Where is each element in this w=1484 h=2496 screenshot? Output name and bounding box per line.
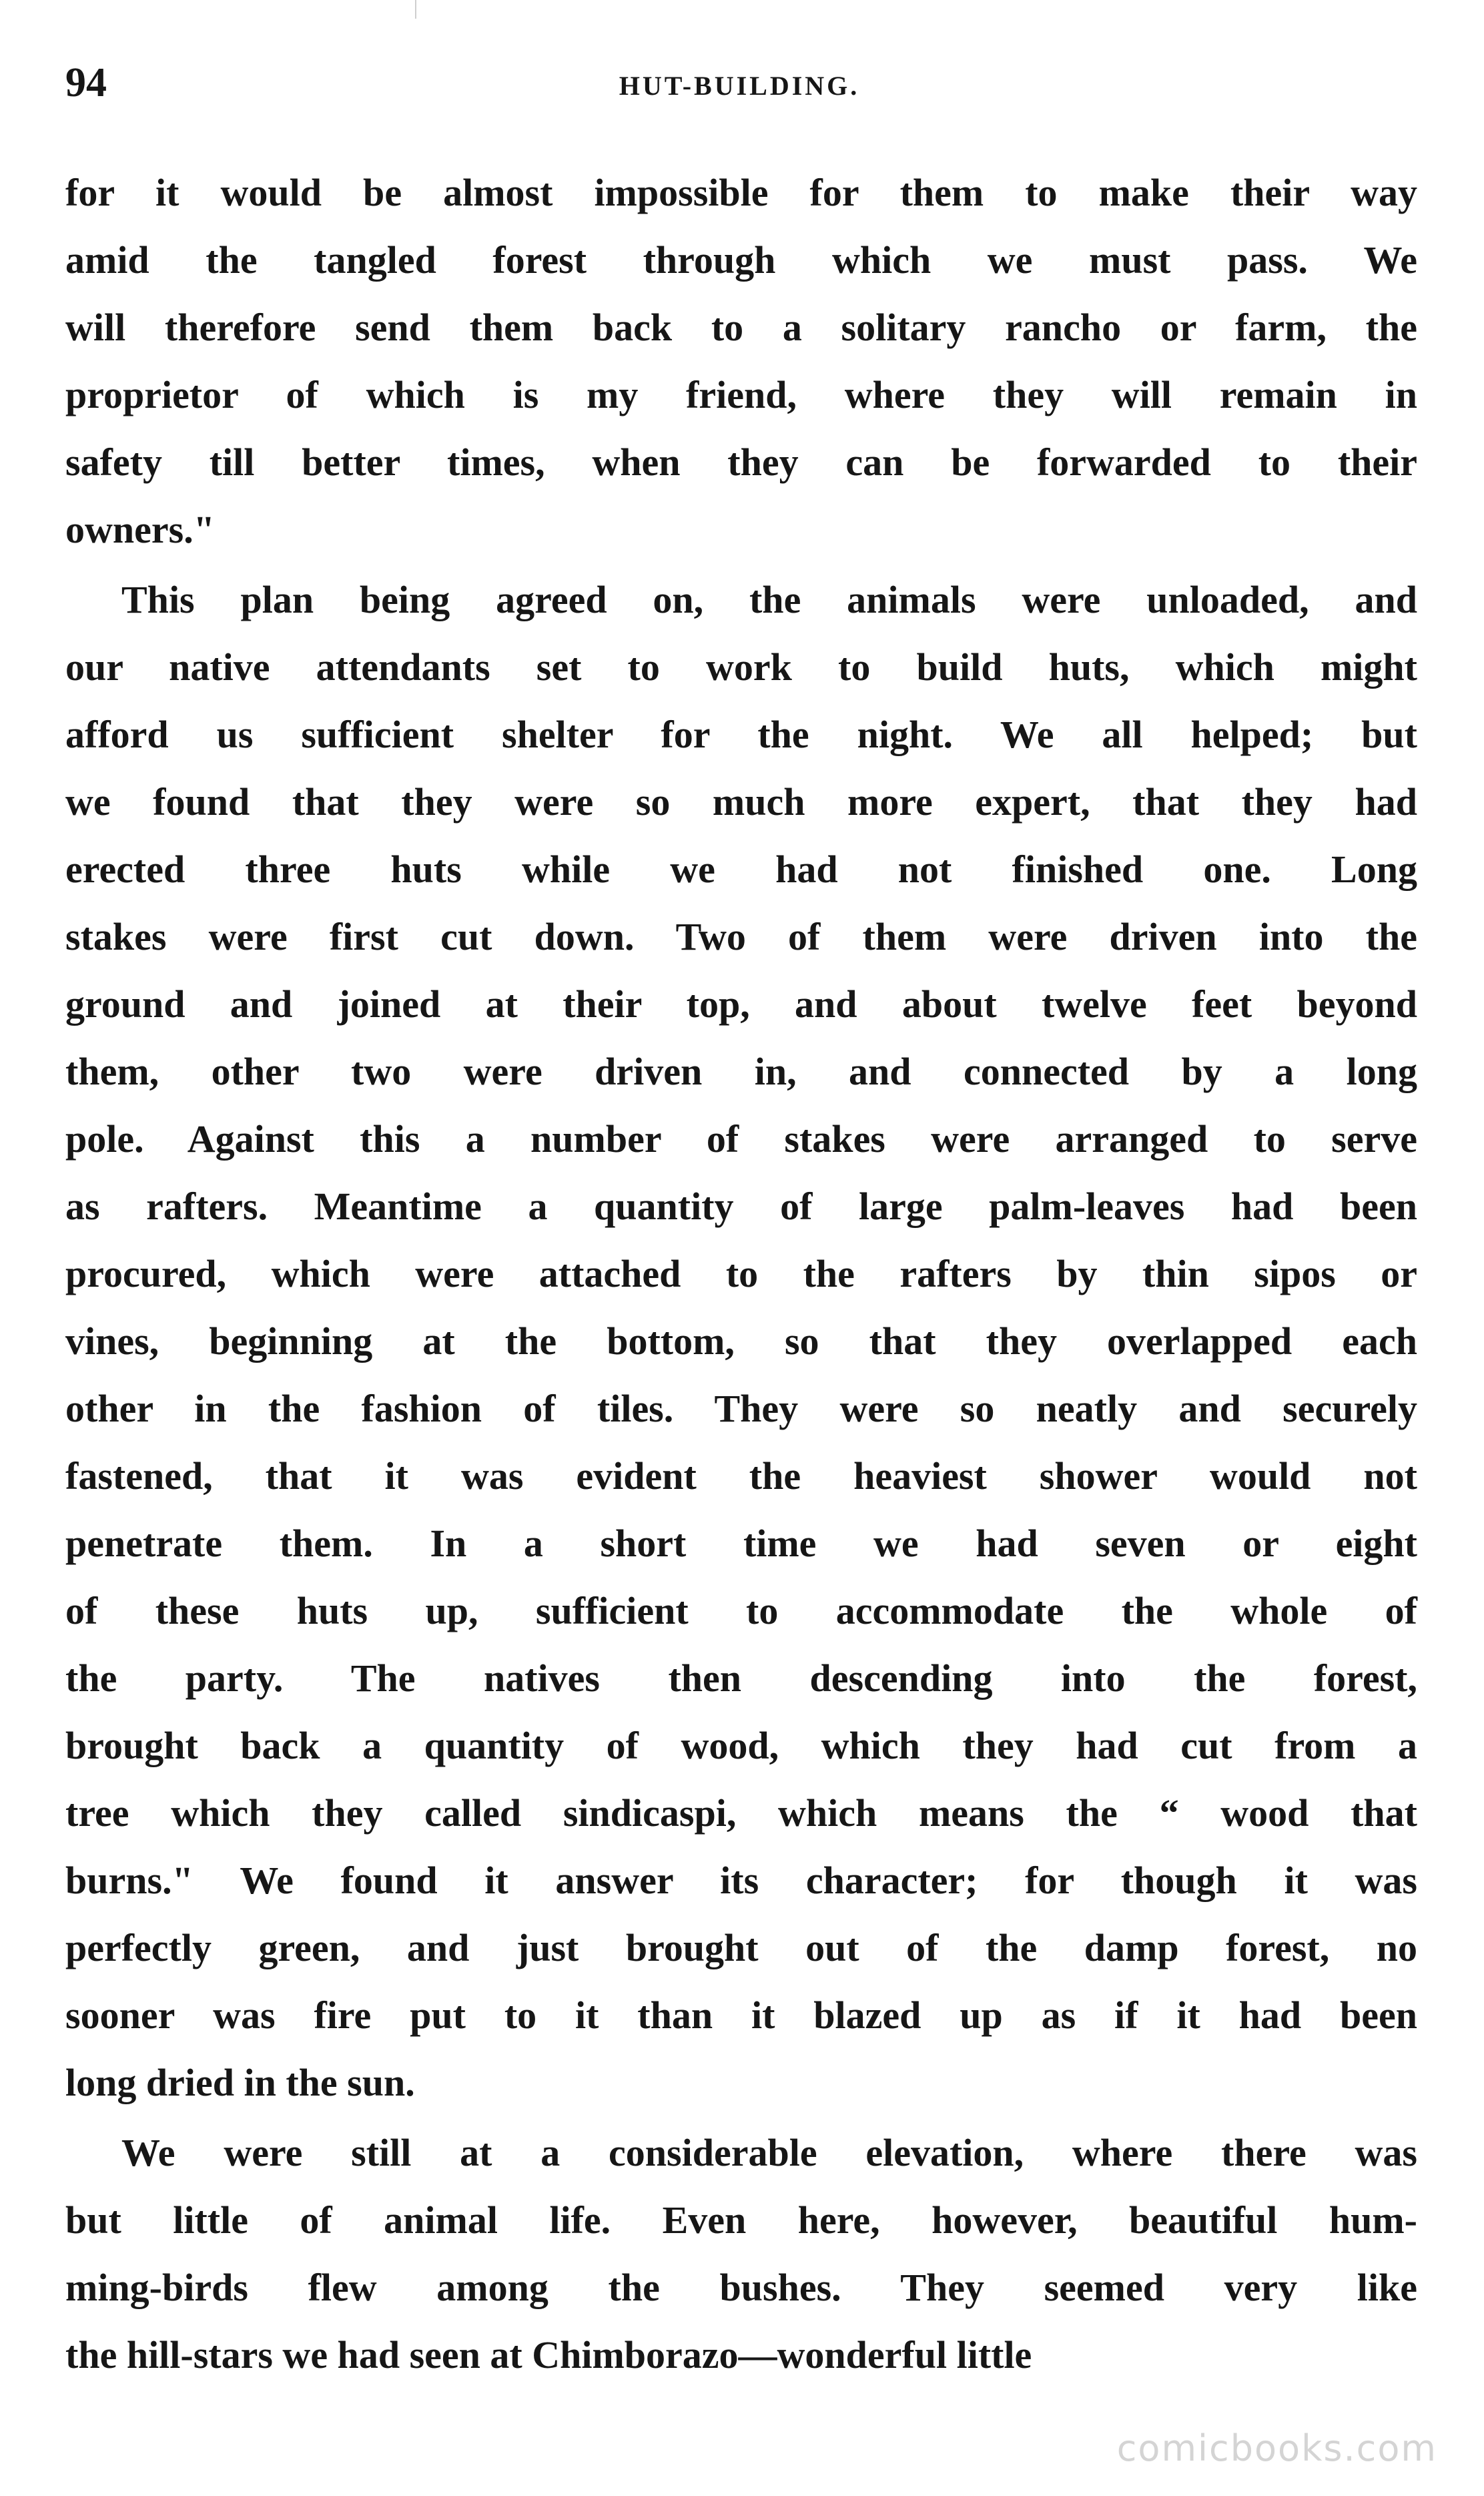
running-head	[65, 56, 1413, 109]
text-line: procured, which were attached to the rafters by thin sipos or	[65, 1252, 1417, 1295]
text-line: the hill-stars we had seen at Chimborazo—wonderful little	[65, 2333, 1032, 2377]
watermark: comicbooks.com	[1116, 2427, 1437, 2469]
text-line: sooner was fire put to it than it blazed up as if it had been	[65, 1993, 1417, 2037]
text-line: amid the tangled forest through which we must pass. We	[65, 238, 1417, 282]
text-line: ground and joined at their top, and about twelve feet beyond	[65, 982, 1417, 1026]
text-line: safety till better times, when they can be forwarded to their	[65, 440, 1417, 484]
text-line: We were still at a considerable elevation, where there was	[121, 2131, 1417, 2174]
text-line: but little of animal life. Even here, however, beautiful hum-	[65, 2198, 1417, 2242]
text-line: brought back a quantity of wood, which they had cut from a	[65, 1724, 1417, 1767]
text-line: will therefore send them back to a solitary rancho or farm, the	[65, 306, 1417, 349]
text-line: the party. The natives then descending into the forest,	[65, 1656, 1417, 1700]
text-line: them, other two were driven in, and connected by a long	[65, 1050, 1417, 1093]
text-line: This plan being agreed on, the animals were unloaded, and	[121, 578, 1417, 621]
text-line: tree which they called sindicaspi, which means the “ wood that	[65, 1791, 1417, 1835]
text-line: erected three huts while we had not finished one. Long	[65, 848, 1417, 891]
text-line: afford us sufficient shelter for the night. We all helped; but	[65, 713, 1417, 756]
scan-edge-mark	[415, 0, 416, 19]
text-line: of these huts up, sufficient to accommodate the whole of	[65, 1589, 1417, 1632]
text-line: pole. Against this a number of stakes were arranged to serve	[65, 1117, 1417, 1161]
text-line: other in the fashion of tiles. They were so neatly and securely	[65, 1387, 1417, 1430]
text-line: we found that they were so much more expert, that they had	[65, 780, 1417, 824]
text-line: for it would be almost impossible for them to make their way	[65, 171, 1417, 214]
text-line: vines, beginning at the bottom, so that they overlapped each	[65, 1319, 1417, 1363]
text-line: as rafters. Meantime a quantity of large palm-leaves had been	[65, 1185, 1417, 1228]
page-number: 94	[65, 60, 107, 105]
text-line: owners."	[65, 508, 215, 551]
text-line: proprietor of which is my friend, where they will remain in	[65, 373, 1417, 416]
text-line: stakes were first cut down. Two of them were driven into the	[65, 915, 1417, 958]
body-text	[65, 159, 1417, 2389]
text-line: penetrate them. In a short time we had seven or eight	[65, 1522, 1417, 1565]
text-line: perfectly green, and just brought out of the damp forest, no	[65, 1926, 1417, 1969]
running-title: HUT-BUILDING.	[619, 71, 860, 101]
text-line: burns." We found it answer its character; for though it was	[65, 1859, 1417, 1902]
text-line: fastened, that it was evident the heaviest shower would not	[65, 1454, 1417, 1498]
text-line: ming-birds flew among the bushes. They seemed very like	[65, 2266, 1417, 2309]
text-line: our native attendants set to work to build huts, which might	[65, 645, 1417, 689]
text-line: long dried in the sun.	[65, 2061, 415, 2104]
